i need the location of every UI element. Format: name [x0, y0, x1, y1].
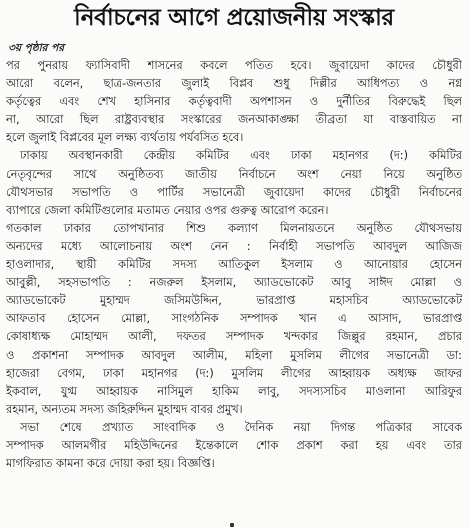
body-line: সভা শেষে প্রখ্যাত সাংবাদিক ও দৈনিক নয়া দিগন্ত পত্রিকার সাবেক [20, 420, 462, 434]
body-line: মাগফিরাত কামনা করে দোয়া করা হয়। বিজ্ঞপ্তি। [6, 457, 215, 471]
body-line: কর্তৃত্বের এবং শেখ হাসিনার কর্তৃত্ববাদী অপশাসন ও দুর্নীতির বিরুদ্ধেই ছিল [6, 95, 462, 109]
article-body [6, 57, 462, 473]
body-line: হলে জুলাই বিপ্লবের মূল লক্ষ্য ব্যর্থতায় পর্যবসিত হবে। [6, 131, 244, 145]
body-line: রহমান, অন্যতম সদস্য জহিরুদ্দিন মুহাম্মদ বাবর প্রমুখ। [6, 402, 243, 416]
body-line: অন্যদের মধ্যে আলোচনায় অংশ নেন : নির্বাহী সভাপতি আবদুল আজিজ [6, 239, 462, 253]
body-line: না, আরো ছিল রাষ্ট্রব্যবস্থার সংস্কারের জনআকাঙ্ক্ষা তীব্রতা যা বাস্তবায়িত না [6, 113, 462, 127]
body-line: গতকাল ঢাকার তোপখানার শিশু কল্যাণ মিলনায়তনে অনুষ্ঠিত যৌথসভায় [6, 221, 462, 235]
body-line: কোষাধ্যক্ষ মোহাম্মদ আলী, দফতর সম্পাদক খন্দকার জিল্লুর রহমান, প্রচার [6, 330, 462, 344]
body-line: যৌথসভার সভাপতি ও পার্টির সভানেত্রী জুবায়েদা কাদের চৌধুরী নির্বাচনের [6, 185, 462, 199]
continued-from-label: ৩য় পৃষ্ঠার পর [8, 42, 65, 54]
body-line: ইকবাল, যুগ্ম আহ্বায়ক নাসিমুল হাকিম লাবু, সদস্যসচিব মাওলানা আরিফুর [6, 384, 462, 398]
body-line: আরো বলেন, ছাত্র-জনতার জুলাই বিপ্লব শুধু দিল্লীর আধিপত্য ও নগ্ন [6, 77, 462, 91]
body-line: হাজেরা বেগম, ঢাকা মহানগর (দ:) মুসলিম লীগের আহ্বায়ক অধ্যক্ষ জাফর [6, 366, 462, 380]
body-line: ও প্রকাশনা সম্পাদক আবদুল আলীম, মহিলা মুসলিম লীগের সভানেত্রী ডা: [6, 348, 462, 362]
body-line: আফতাব হোসেন মোল্লা, সাংগঠনিক সম্পাদক খান এ আসাদ, ভারপ্রাপ্ত [6, 312, 462, 326]
body-line: পর পুনরায় ফ্যাসিবাদী শাসনের কবলে পতিত হবে। জুবায়েদা কাদের চৌধুরী [6, 59, 462, 72]
body-line: সম্পাদক আলমগীর মহিউদ্দিনের ইন্তেকালে শোক প্রকাশ করা হয় এবং তার [6, 438, 462, 452]
article-headline: নির্বাচনের আগে প্রয়োজনীয় সংস্কার [74, 5, 394, 31]
body-line: ঢাকায় অবস্থানকারী কেন্দ্রীয় কমিটির এবং ঢাকা মহানগর (দ:) কমিটির [20, 149, 462, 163]
body-line: ব্যাপারে জেলা কমিটিগুলোর মতামত নেয়ার ওপর গুরুত্ব আরোপ করেন। [6, 203, 329, 217]
body-line: অ্যাডভোকেট মুহাম্মদ জসিমউদ্দিন, ভারপ্রাপ্ত মহাসচিব অ্যাডভোকেট [6, 294, 462, 308]
body-line: হাওলাদার, স্থায়ী কমিটির সদস্য আতিকুল ইসলাম ও আনোয়ার হোসেন [6, 258, 462, 272]
column-end-mark [230, 523, 234, 527]
body-line: আবুল্লী, সহসভাপতি : নজরুল ইসলাম, অ্যাডভোকেট আবু সাঈদ মোল্লা ও [6, 276, 462, 290]
body-line: নেতৃবৃন্দের সাথে অনুষ্ঠিতব্য জাতীয় নির্বাচনে অংশ নেয়া নিয়ে অনুষ্ঠিত [6, 167, 462, 181]
